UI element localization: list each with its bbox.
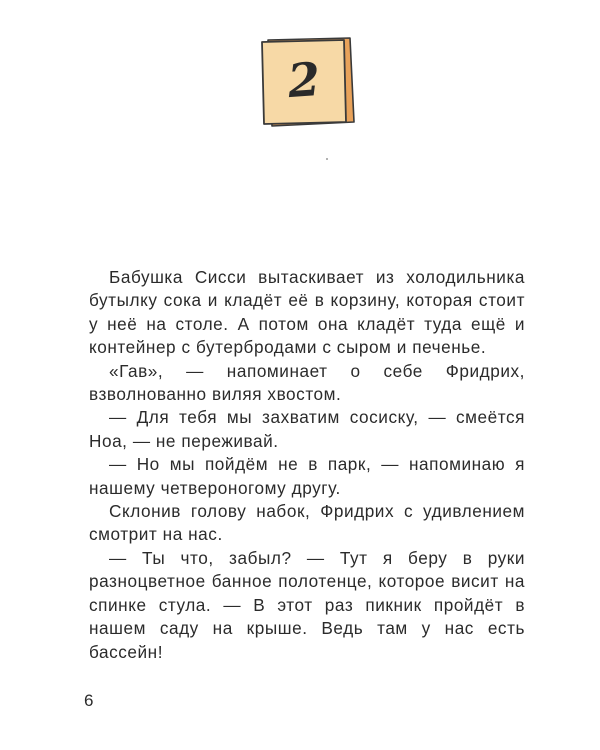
paragraph-6: — Ты что, забыл? — Тут я беру в руки разноцветное банное полотенце, которое висит на спинке стула. — В этот раз пикник пройдёт в нашем саду на крыше. Ведь там у нас есть бассейн! [89, 547, 525, 662]
chapter-badge [258, 34, 358, 130]
paragraph-3: — Для тебя мы захватим сосиску, — смеётся Ноа, — не переживай. [89, 407, 525, 451]
print-speck [326, 158, 328, 160]
paragraph-4: — Но мы пойдём не в парк, — напоминаю я нашему четвероногому другу. [89, 454, 525, 498]
page-number: 6 [84, 691, 94, 710]
paragraph-1: Бабушка Сисси вытаскивает из холодильника бутылку сока и кладёт её в корзину, которая стоит у неё на столе. А потом она кладёт туда ещё и контейнер с бутербродами с сыром и печенье. [89, 267, 525, 358]
chapter-number: 2 [286, 51, 322, 109]
paragraph-2: «Гав», — напоминает о себе Фридрих, взволнованно виляя хвостом. [89, 360, 525, 405]
body-text [89, 266, 525, 664]
paragraph-5: Склонив голову набок, Фридрих с удивлением смотрит на нас. [89, 501, 525, 545]
